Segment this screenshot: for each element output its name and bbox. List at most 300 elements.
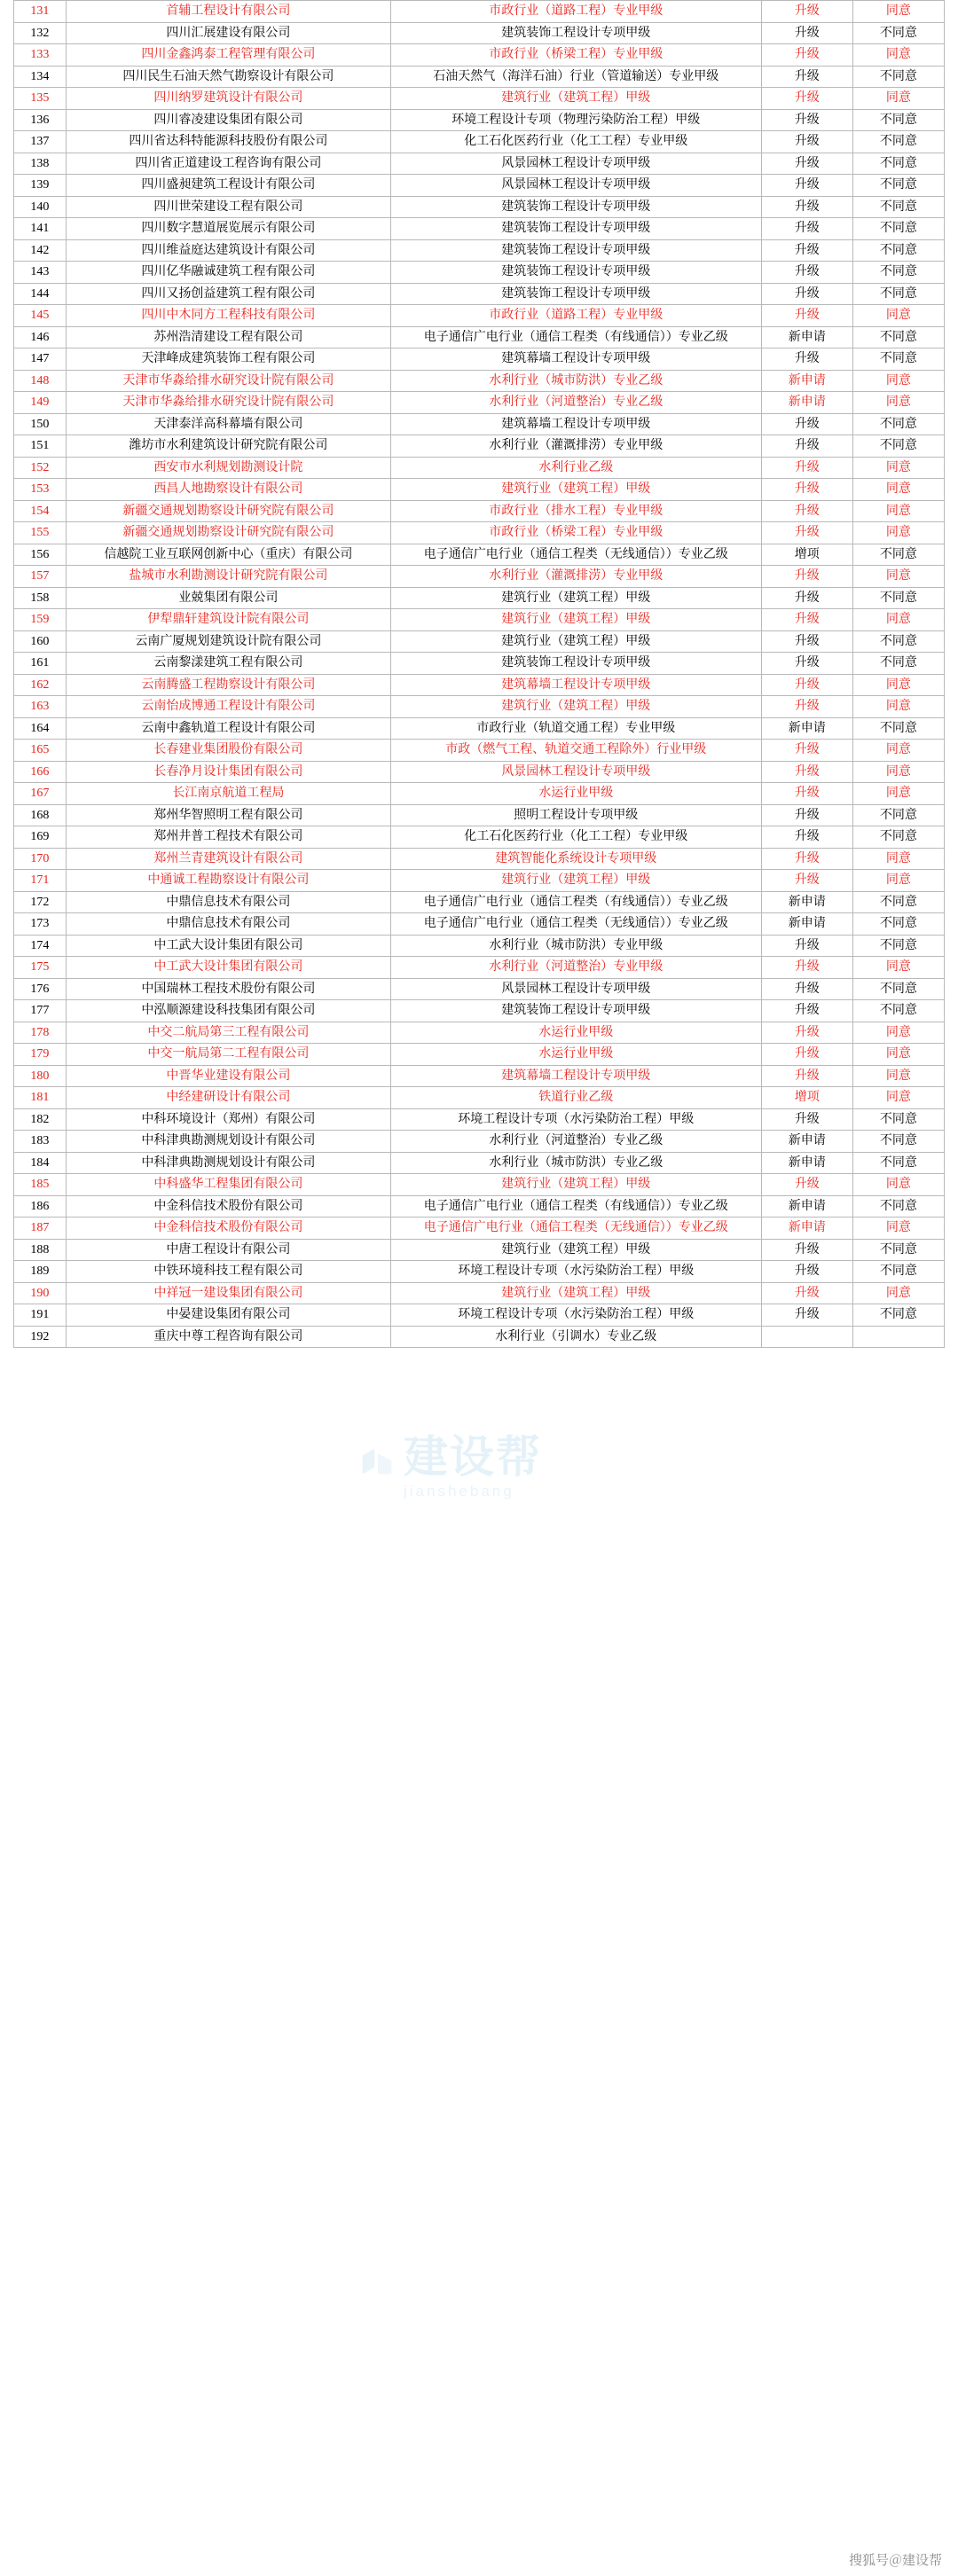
table-row — [14, 1261, 945, 1283]
row-index: 145 — [14, 305, 67, 327]
company-name: 四川纳罗建筑设计有限公司 — [66, 88, 390, 110]
qualification-item: 市政行业（桥梁工程）专业甲级 — [390, 44, 761, 67]
review-result: 不同意 — [852, 22, 944, 44]
company-name: 中交一航局第二工程有限公司 — [66, 1044, 390, 1066]
company-name: 中祥冠一建设集团有限公司 — [66, 1282, 390, 1304]
company-name: 中泓顺源建设科技集团有限公司 — [66, 1000, 390, 1022]
qualification-item: 建筑行业（建筑工程）甲级 — [390, 1239, 761, 1261]
row-index: 147 — [14, 348, 67, 371]
row-index: 189 — [14, 1261, 67, 1283]
review-result: 同意 — [852, 609, 944, 631]
review-result: 不同意 — [852, 131, 944, 153]
company-name: 新疆交通规划勘察设计研究院有限公司 — [66, 500, 390, 522]
table-row — [14, 109, 945, 131]
review-result: 不同意 — [852, 262, 944, 284]
company-name: 四川又扬创益建筑工程有限公司 — [66, 283, 390, 305]
qualification-item: 电子通信广电行业（通信工程类（无线通信））专业乙级 — [390, 913, 761, 936]
company-name: 中金科信技术股份有限公司 — [66, 1195, 390, 1218]
review-result: 不同意 — [852, 826, 944, 849]
qualification-item: 电子通信广电行业（通信工程类（无线通信））专业乙级 — [390, 1218, 761, 1240]
table-row — [14, 1131, 945, 1153]
review-result: 不同意 — [852, 717, 944, 740]
qualification-item: 市政行业（道路工程）专业甲级 — [390, 305, 761, 327]
company-name: 中交二航局第三工程有限公司 — [66, 1022, 390, 1044]
row-index: 185 — [14, 1174, 67, 1196]
table-row — [14, 457, 945, 479]
qualification-item: 建筑行业（建筑工程）甲级 — [390, 587, 761, 609]
application-type: 升级 — [761, 305, 852, 327]
row-index: 149 — [14, 392, 67, 414]
review-result: 不同意 — [852, 435, 944, 458]
table-row — [14, 175, 945, 197]
row-index: 168 — [14, 804, 67, 826]
review-result: 同意 — [852, 1065, 944, 1087]
application-type: 新申请 — [761, 1195, 852, 1218]
company-name: 信越院工业互联网创新中心（重庆）有限公司 — [66, 544, 390, 566]
company-name: 长春建业集团股份有限公司 — [66, 740, 390, 762]
company-name: 首辅工程设计有限公司 — [66, 1, 390, 23]
qualification-item: 市政行业（道路工程）专业甲级 — [390, 1, 761, 23]
application-type: 升级 — [761, 587, 852, 609]
company-name: 郑州华智照明工程有限公司 — [66, 804, 390, 826]
qualification-item: 水利行业（城市防洪）专业甲级 — [390, 935, 761, 957]
row-index: 192 — [14, 1326, 67, 1348]
table-row — [14, 1326, 945, 1348]
qualification-item: 水运行业甲级 — [390, 783, 761, 805]
row-index: 188 — [14, 1239, 67, 1261]
application-type: 升级 — [761, 848, 852, 870]
company-name: 中工武大设计集团有限公司 — [66, 957, 390, 979]
review-result: 同意 — [852, 848, 944, 870]
table-row — [14, 1282, 945, 1304]
company-name: 天津峰成建筑装饰工程有限公司 — [66, 348, 390, 371]
table-row — [14, 1108, 945, 1131]
company-name: 云南黎漾建筑工程有限公司 — [66, 653, 390, 675]
company-name: 四川维益庭达建筑设计有限公司 — [66, 239, 390, 262]
application-type: 新申请 — [761, 326, 852, 348]
table-row — [14, 826, 945, 849]
qualification-item: 市政行业（桥梁工程）专业甲级 — [390, 522, 761, 544]
table-row — [14, 1174, 945, 1196]
company-name: 中唐工程设计有限公司 — [66, 1239, 390, 1261]
row-index: 174 — [14, 935, 67, 957]
application-type: 增项 — [761, 1087, 852, 1109]
qualification-item: 建筑装饰工程设计专项甲级 — [390, 22, 761, 44]
row-index: 152 — [14, 457, 67, 479]
row-index: 184 — [14, 1152, 67, 1174]
application-type: 升级 — [761, 1174, 852, 1196]
review-result: 不同意 — [852, 978, 944, 1000]
table-row — [14, 1000, 945, 1022]
company-name: 中铁环境科技工程有限公司 — [66, 1261, 390, 1283]
row-index: 144 — [14, 283, 67, 305]
row-index: 132 — [14, 22, 67, 44]
review-result: 不同意 — [852, 196, 944, 218]
company-name: 四川盛昶建筑工程设计有限公司 — [66, 175, 390, 197]
table-row — [14, 218, 945, 240]
qualification-item: 风景园林工程设计专项甲级 — [390, 978, 761, 1000]
application-type: 升级 — [761, 653, 852, 675]
table-row — [14, 348, 945, 371]
table-row — [14, 740, 945, 762]
application-type: 升级 — [761, 1065, 852, 1087]
qualification-item: 电子通信广电行业（通信工程类（有线通信））专业乙级 — [390, 326, 761, 348]
table-row — [14, 479, 945, 501]
qualification-item: 环境工程设计专项（水污染防治工程）甲级 — [390, 1261, 761, 1283]
row-index: 159 — [14, 609, 67, 631]
review-result: 同意 — [852, 957, 944, 979]
row-index: 160 — [14, 630, 67, 653]
application-type: 升级 — [761, 978, 852, 1000]
company-name: 四川数字慧道展览展示有限公司 — [66, 218, 390, 240]
application-type: 新申请 — [761, 1152, 852, 1174]
review-result: 同意 — [852, 370, 944, 392]
application-type: 升级 — [761, 109, 852, 131]
company-name: 长江南京航道工程局 — [66, 783, 390, 805]
qualification-item: 电子通信广电行业（通信工程类（无线通信））专业乙级 — [390, 544, 761, 566]
application-type: 新申请 — [761, 1131, 852, 1153]
table-row — [14, 66, 945, 88]
qualification-item: 市政行业（轨道交通工程）专业甲级 — [390, 717, 761, 740]
review-result: 不同意 — [852, 413, 944, 435]
qualification-item: 建筑装饰工程设计专项甲级 — [390, 653, 761, 675]
qualification-item: 建筑行业（建筑工程）甲级 — [390, 1282, 761, 1304]
qualification-item: 建筑幕墙工程设计专项甲级 — [390, 1065, 761, 1087]
qualification-item: 建筑行业（建筑工程）甲级 — [390, 630, 761, 653]
application-type: 升级 — [761, 1000, 852, 1022]
company-name: 郑州兰青建筑设计有限公司 — [66, 848, 390, 870]
row-index: 173 — [14, 913, 67, 936]
review-result: 不同意 — [852, 1131, 944, 1153]
company-name: 中经建研设计有限公司 — [66, 1087, 390, 1109]
qualification-item: 电子通信广电行业（通信工程类（有线通信））专业乙级 — [390, 891, 761, 913]
row-index: 177 — [14, 1000, 67, 1022]
application-type: 新申请 — [761, 1218, 852, 1240]
row-index: 133 — [14, 44, 67, 67]
table-row — [14, 544, 945, 566]
qualification-item: 化工石化医药行业（化工工程）专业甲级 — [390, 131, 761, 153]
company-name: 四川世荣建设工程有限公司 — [66, 196, 390, 218]
company-name: 中国瑞林工程技术股份有限公司 — [66, 978, 390, 1000]
table-row — [14, 609, 945, 631]
table-row — [14, 435, 945, 458]
review-result: 同意 — [852, 783, 944, 805]
review-result: 不同意 — [852, 1108, 944, 1131]
review-result: 同意 — [852, 1022, 944, 1044]
application-type: 新申请 — [761, 717, 852, 740]
application-type: 增项 — [761, 544, 852, 566]
review-result: 同意 — [852, 522, 944, 544]
application-type: 升级 — [761, 804, 852, 826]
row-index: 154 — [14, 500, 67, 522]
application-type: 升级 — [761, 500, 852, 522]
application-type: 升级 — [761, 630, 852, 653]
table-row — [14, 500, 945, 522]
review-result: 同意 — [852, 674, 944, 696]
company-name: 云南广厦规划建筑设计院有限公司 — [66, 630, 390, 653]
review-result: 不同意 — [852, 891, 944, 913]
review-result: 同意 — [852, 1087, 944, 1109]
row-index: 169 — [14, 826, 67, 849]
company-name: 云南腾盛工程勘察设计有限公司 — [66, 674, 390, 696]
row-index: 175 — [14, 957, 67, 979]
company-name: 中鼎信息技术有限公司 — [66, 913, 390, 936]
row-index: 150 — [14, 413, 67, 435]
application-type: 升级 — [761, 66, 852, 88]
row-index: 155 — [14, 522, 67, 544]
review-result: 不同意 — [852, 1239, 944, 1261]
application-type: 升级 — [761, 1282, 852, 1304]
qualification-item: 建筑装饰工程设计专项甲级 — [390, 262, 761, 284]
application-type: 升级 — [761, 175, 852, 197]
table-row — [14, 630, 945, 653]
table-row — [14, 522, 945, 544]
application-type: 升级 — [761, 262, 852, 284]
watermark-main-text: 建设帮 — [404, 1432, 542, 1482]
application-type: 升级 — [761, 674, 852, 696]
application-type: 升级 — [761, 457, 852, 479]
application-type: 升级 — [761, 935, 852, 957]
qualification-item: 水利行业（灌溉排涝）专业甲级 — [390, 566, 761, 588]
row-index: 171 — [14, 870, 67, 892]
table-row — [14, 587, 945, 609]
review-result: 不同意 — [852, 109, 944, 131]
company-name: 伊犁鼎轩建筑设计院有限公司 — [66, 609, 390, 631]
qualification-item: 市政行业（排水工程）专业甲级 — [390, 500, 761, 522]
application-type: 升级 — [761, 88, 852, 110]
review-result: 同意 — [852, 1218, 944, 1240]
company-name: 业兢集团有限公司 — [66, 587, 390, 609]
row-index: 179 — [14, 1044, 67, 1066]
row-index: 167 — [14, 783, 67, 805]
row-index: 134 — [14, 66, 67, 88]
row-index: 186 — [14, 1195, 67, 1218]
row-index: 163 — [14, 696, 67, 718]
table-row — [14, 1044, 945, 1066]
review-result: 不同意 — [852, 326, 944, 348]
qualification-item: 水利行业（引调水）专业乙级 — [390, 1326, 761, 1348]
qualification-item: 水运行业甲级 — [390, 1044, 761, 1066]
qualification-item: 建筑装饰工程设计专项甲级 — [390, 218, 761, 240]
review-result: 不同意 — [852, 283, 944, 305]
review-result: 不同意 — [852, 653, 944, 675]
row-index: 140 — [14, 196, 67, 218]
table-row — [14, 957, 945, 979]
table-row — [14, 696, 945, 718]
company-name: 西安市水利规划勘测设计院 — [66, 457, 390, 479]
row-index: 164 — [14, 717, 67, 740]
qualification-item: 建筑装饰工程设计专项甲级 — [390, 239, 761, 262]
review-result: 同意 — [852, 740, 944, 762]
review-result: 不同意 — [852, 935, 944, 957]
application-type: 升级 — [761, 239, 852, 262]
application-type: 升级 — [761, 1304, 852, 1327]
row-index: 143 — [14, 262, 67, 284]
company-name: 中科津典勘测规划设计有限公司 — [66, 1152, 390, 1174]
qualification-item: 建筑装饰工程设计专项甲级 — [390, 196, 761, 218]
qualification-item: 环境工程设计专项（水污染防治工程）甲级 — [390, 1304, 761, 1327]
table-row — [14, 239, 945, 262]
qualification-item: 建筑行业（建筑工程）甲级 — [390, 88, 761, 110]
application-type: 升级 — [761, 522, 852, 544]
review-result: 同意 — [852, 1282, 944, 1304]
review-result: 不同意 — [852, 348, 944, 371]
row-index: 182 — [14, 1108, 67, 1131]
review-result: 不同意 — [852, 1195, 944, 1218]
table-row — [14, 1022, 945, 1044]
table-row — [14, 1239, 945, 1261]
review-result: 同意 — [852, 392, 944, 414]
review-result: 同意 — [852, 1174, 944, 1196]
qualification-item: 水利行业乙级 — [390, 457, 761, 479]
application-type: 新申请 — [761, 891, 852, 913]
qualification-item: 建筑行业（建筑工程）甲级 — [390, 696, 761, 718]
qualification-item: 环境工程设计专项（物理污染防治工程）甲级 — [390, 109, 761, 131]
table-row — [14, 44, 945, 67]
table-row — [14, 196, 945, 218]
table-row — [14, 674, 945, 696]
review-result: 不同意 — [852, 175, 944, 197]
qualification-item: 建筑行业（建筑工程）甲级 — [390, 479, 761, 501]
row-index: 161 — [14, 653, 67, 675]
application-type: 升级 — [761, 1, 852, 23]
row-index: 162 — [14, 674, 67, 696]
row-index: 137 — [14, 131, 67, 153]
review-result: 不同意 — [852, 804, 944, 826]
company-name: 西昌人地勘察设计有限公司 — [66, 479, 390, 501]
application-type: 升级 — [761, 740, 852, 762]
review-result — [852, 1326, 944, 1348]
table-row — [14, 1152, 945, 1174]
qualification-item: 水利行业（河道整治）专业乙级 — [390, 392, 761, 414]
row-index: 183 — [14, 1131, 67, 1153]
table-row — [14, 326, 945, 348]
company-name: 中科盛华工程集团有限公司 — [66, 1174, 390, 1196]
table-row — [14, 804, 945, 826]
application-type: 升级 — [761, 761, 852, 783]
table-row — [14, 783, 945, 805]
company-name: 四川睿凌建设集团有限公司 — [66, 109, 390, 131]
company-name: 中晏建设集团有限公司 — [66, 1304, 390, 1327]
review-result: 不同意 — [852, 1000, 944, 1022]
company-name: 天津市华淼给排水研究设计院有限公司 — [66, 370, 390, 392]
row-index: 139 — [14, 175, 67, 197]
application-type: 升级 — [761, 1044, 852, 1066]
table-row — [14, 153, 945, 175]
application-type: 升级 — [761, 131, 852, 153]
application-type: 升级 — [761, 22, 852, 44]
application-type: 升级 — [761, 870, 852, 892]
qualification-item: 石油天然气（海洋石油）行业（管道输送）专业甲级 — [390, 66, 761, 88]
table-row — [14, 848, 945, 870]
qualification-item: 建筑幕墙工程设计专项甲级 — [390, 674, 761, 696]
watermark-sub-text: jianshebang — [404, 1483, 514, 1499]
company-name: 中通诚工程勘察设计有限公司 — [66, 870, 390, 892]
review-result: 同意 — [852, 1044, 944, 1066]
row-index: 153 — [14, 479, 67, 501]
company-name: 中工武大设计集团有限公司 — [66, 935, 390, 957]
table-row — [14, 566, 945, 588]
company-name: 四川汇展建设有限公司 — [66, 22, 390, 44]
application-type: 升级 — [761, 1239, 852, 1261]
company-name: 天津市华淼给排水研究设计院有限公司 — [66, 392, 390, 414]
table-body — [14, 1, 945, 1348]
table-row — [14, 88, 945, 110]
row-index: 180 — [14, 1065, 67, 1087]
qualification-item: 风景园林工程设计专项甲级 — [390, 153, 761, 175]
table-row — [14, 1195, 945, 1218]
qualification-item: 建筑行业（建筑工程）甲级 — [390, 870, 761, 892]
review-result: 同意 — [852, 870, 944, 892]
company-name: 中晋华业建设有限公司 — [66, 1065, 390, 1087]
qualification-item: 环境工程设计专项（水污染防治工程）甲级 — [390, 1108, 761, 1131]
company-name: 中鼎信息技术有限公司 — [66, 891, 390, 913]
qualification-item: 建筑装饰工程设计专项甲级 — [390, 283, 761, 305]
application-type: 升级 — [761, 218, 852, 240]
qualification-table — [13, 0, 945, 1348]
qualification-item: 建筑幕墙工程设计专项甲级 — [390, 413, 761, 435]
review-result: 不同意 — [852, 153, 944, 175]
row-index: 178 — [14, 1022, 67, 1044]
company-name: 四川民生石油天然气勘察设计有限公司 — [66, 66, 390, 88]
qualification-item: 水利行业（城市防洪）专业乙级 — [390, 370, 761, 392]
application-type: 升级 — [761, 348, 852, 371]
application-type — [761, 1326, 852, 1348]
review-result: 不同意 — [852, 66, 944, 88]
row-index: 191 — [14, 1304, 67, 1327]
row-index: 146 — [14, 326, 67, 348]
company-name: 潍坊市水利建筑设计研究院有限公司 — [66, 435, 390, 458]
qualification-item: 建筑幕墙工程设计专项甲级 — [390, 348, 761, 371]
table-row — [14, 761, 945, 783]
row-index: 165 — [14, 740, 67, 762]
review-result: 同意 — [852, 566, 944, 588]
review-result: 不同意 — [852, 1261, 944, 1283]
review-result: 不同意 — [852, 630, 944, 653]
qualification-item: 建筑行业（建筑工程）甲级 — [390, 1174, 761, 1196]
review-result: 不同意 — [852, 239, 944, 262]
application-type: 升级 — [761, 1022, 852, 1044]
footer-source: 搜狐号＠建设帮 — [848, 2553, 942, 2568]
table-row — [14, 370, 945, 392]
row-index: 157 — [14, 566, 67, 588]
application-type: 升级 — [761, 1108, 852, 1131]
review-result: 同意 — [852, 88, 944, 110]
row-index: 190 — [14, 1282, 67, 1304]
review-result: 同意 — [852, 479, 944, 501]
qualification-item: 风景园林工程设计专项甲级 — [390, 175, 761, 197]
row-index: 141 — [14, 218, 67, 240]
watermark-logo-icon — [357, 1442, 398, 1483]
row-index: 166 — [14, 761, 67, 783]
company-name: 四川中木同方工程科技有限公司 — [66, 305, 390, 327]
review-result: 同意 — [852, 457, 944, 479]
table-row — [14, 262, 945, 284]
row-index: 187 — [14, 1218, 67, 1240]
qualification-item: 建筑装饰工程设计专项甲级 — [390, 1000, 761, 1022]
qualification-item: 水利行业（河道整治）专业乙级 — [390, 1131, 761, 1153]
qualification-item: 水运行业甲级 — [390, 1022, 761, 1044]
application-type: 升级 — [761, 826, 852, 849]
row-index: 151 — [14, 435, 67, 458]
application-type: 升级 — [761, 1261, 852, 1283]
qualification-item: 化工石化医药行业（化工工程）专业甲级 — [390, 826, 761, 849]
row-index: 176 — [14, 978, 67, 1000]
application-type: 新申请 — [761, 913, 852, 936]
qualification-item: 市政（燃气工程、轨道交通工程除外）行业甲级 — [390, 740, 761, 762]
application-type: 升级 — [761, 957, 852, 979]
company-name: 云南中鑫轨道工程设计有限公司 — [66, 717, 390, 740]
